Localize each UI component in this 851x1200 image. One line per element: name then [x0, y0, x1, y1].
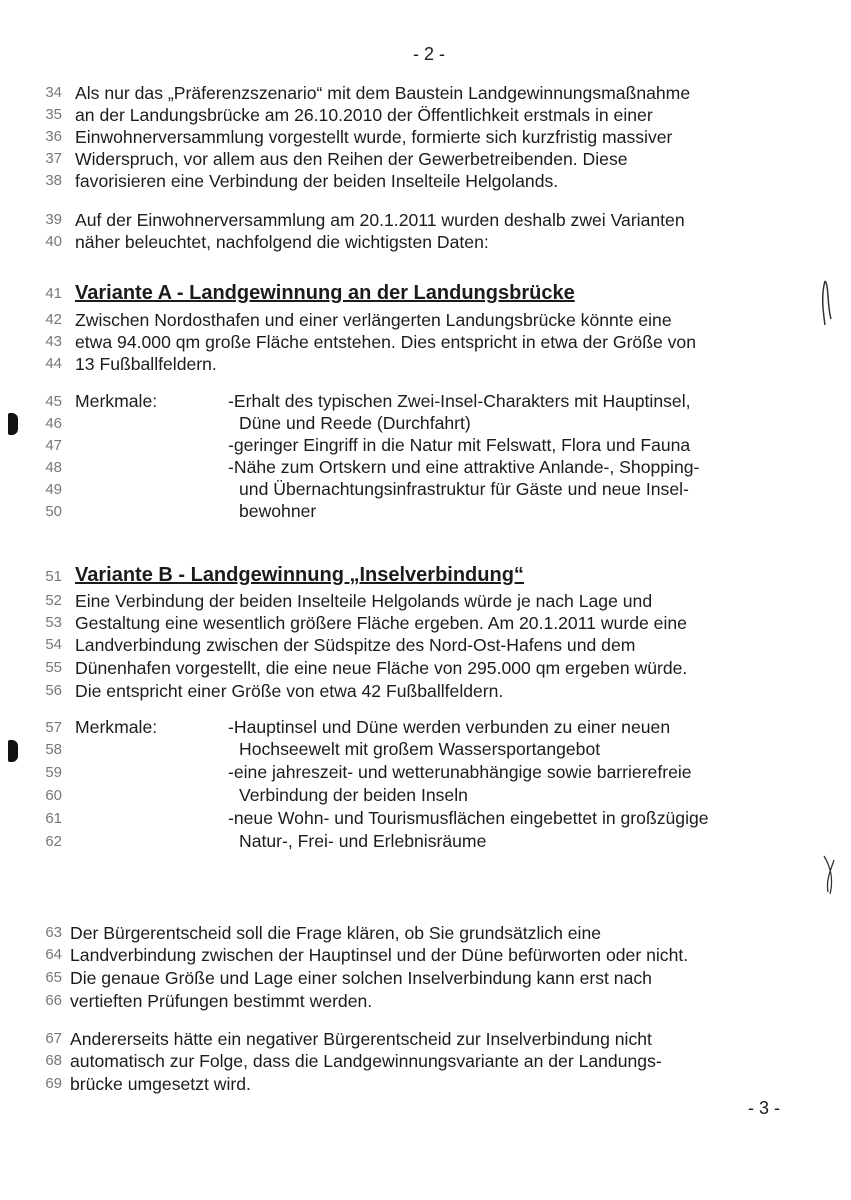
- line-number: 45: [45, 393, 62, 410]
- line-number: 64: [45, 946, 62, 963]
- line-number: 65: [45, 969, 62, 986]
- text-line: Einwohnerversammlung vorgestellt wurde, formierte sich kurzfristig massiver: [75, 127, 673, 147]
- punch-hole-mark: [8, 740, 18, 762]
- line-number: 42: [45, 311, 62, 328]
- line-number: 46: [45, 415, 62, 432]
- line-number: 68: [45, 1052, 62, 1069]
- text-line: Dünenhafen vorgestellt, die eine neue Fläche von 295.000 qm ergeben würde.: [75, 658, 688, 678]
- line-number: 61: [45, 810, 62, 827]
- line-number: 47: [45, 437, 62, 454]
- feature-line: -Hauptinsel und Düne werden verbunden zu einer neuen: [228, 717, 671, 737]
- text-line: Andererseits hätte ein negativer Bürgerentscheid zur Inselverbindung nicht: [70, 1029, 652, 1049]
- line-number: 67: [45, 1030, 62, 1047]
- text-line: etwa 94.000 qm große Fläche entstehen. Dies entspricht in etwa der Größe von: [75, 332, 696, 352]
- text-line: brücke umgesetzt wird.: [70, 1074, 251, 1094]
- feature-line: Hochseewelt mit großem Wassersportangebot: [239, 739, 601, 759]
- punch-hole-mark: [8, 413, 18, 435]
- text-line: Widerspruch, vor allem aus den Reihen der Gewerbetreibenden. Diese: [75, 149, 628, 169]
- line-number: 37: [45, 150, 62, 167]
- line-number: 41: [45, 285, 62, 302]
- line-number: 34: [45, 84, 62, 101]
- line-number: 51: [45, 568, 62, 585]
- line-number: 39: [45, 211, 62, 228]
- text-line: Gestaltung eine wesentlich größere Fläche ergeben. Am 20.1.2011 wurde eine: [75, 613, 687, 633]
- variant-a-heading: Variante A - Landgewinnung an der Landungsbrücke: [75, 282, 575, 304]
- text-line: vertieften Prüfungen bestimmt werden.: [70, 991, 373, 1011]
- feature-line: bewohner: [239, 501, 317, 521]
- page-number-bottom: - 3 -: [748, 1098, 781, 1118]
- line-number: 52: [45, 592, 62, 609]
- line-number: 50: [45, 503, 62, 520]
- feature-line: -Erhalt des typischen Zwei-Insel-Charakters mit Hauptinsel,: [228, 391, 691, 411]
- text-line: Landverbindung zwischen der Südspitze des Nord-Ost-Hafens und dem: [75, 635, 636, 655]
- line-number: 66: [45, 992, 62, 1009]
- text-line: näher beleuchtet, nachfolgend die wichtigsten Daten:: [75, 232, 489, 252]
- line-number: 59: [45, 764, 62, 781]
- line-number: 35: [45, 106, 62, 123]
- line-number: 56: [45, 682, 62, 699]
- feature-line: Verbindung der beiden Inseln: [239, 785, 468, 805]
- margin-scribble: [818, 850, 844, 900]
- text-line: Die entspricht einer Größe von etwa 42 Fußballfeldern.: [75, 681, 504, 701]
- line-number: 60: [45, 787, 62, 804]
- line-number: 57: [45, 719, 62, 736]
- text-line: Der Bürgerentscheid soll die Frage klären, ob Sie grundsätzlich eine: [70, 923, 602, 943]
- text-line: Zwischen Nordosthafen und einer verlängerten Landungsbrücke könnte eine: [75, 310, 672, 330]
- feature-line: -geringer Eingriff in die Natur mit Felswatt, Flora und Fauna: [228, 435, 691, 455]
- line-number: 36: [45, 128, 62, 145]
- text-line: automatisch zur Folge, dass die Landgewinnungsvariante an der Landungs-: [70, 1051, 662, 1071]
- line-number: 44: [45, 355, 62, 372]
- page-number-top: - 2 -: [413, 44, 446, 64]
- line-number: 43: [45, 333, 62, 350]
- line-number: 40: [45, 233, 62, 250]
- text-line: Landverbindung zwischen der Hauptinsel und der Düne befürworten oder nicht.: [70, 945, 689, 965]
- merkmale-label: Merkmale:: [75, 391, 158, 411]
- text-line: favorisieren eine Verbindung der beiden Inselteile Helgolands.: [75, 171, 559, 191]
- feature-line: -eine jahreszeit- und wetterunabhängige sowie barrierefreie: [228, 762, 692, 782]
- line-number: 62: [45, 833, 62, 850]
- line-number: 49: [45, 481, 62, 498]
- line-number: 55: [45, 659, 62, 676]
- line-number: 53: [45, 614, 62, 631]
- line-number: 63: [45, 924, 62, 941]
- text-line: Als nur das „Präferenzszenario“ mit dem Baustein Landgewinnungsmaßnahme: [75, 83, 691, 103]
- feature-line: Natur-, Frei- und Erlebnisräume: [239, 831, 487, 851]
- feature-line: -neue Wohn- und Tourismusflächen eingebettet in großzügige: [228, 808, 709, 828]
- text-line: Eine Verbindung der beiden Inselteile Helgolands würde je nach Lage und: [75, 591, 653, 611]
- merkmale-label: Merkmale:: [75, 717, 158, 737]
- text-line: an der Landungsbrücke am 26.10.2010 der Öffentlichkeit erstmals in einer: [75, 105, 653, 125]
- feature-line: -Nähe zum Ortskern und eine attraktive Anlande-, Shopping-: [228, 457, 700, 477]
- line-number: 38: [45, 172, 62, 189]
- line-number: 69: [45, 1075, 62, 1092]
- feature-line: und Übernachtungsinfrastruktur für Gäste und neue Insel-: [239, 479, 689, 499]
- line-number: 54: [45, 636, 62, 653]
- feature-line: Düne und Reede (Durchfahrt): [239, 413, 471, 433]
- margin-scribble: [815, 275, 845, 335]
- line-number: 58: [45, 741, 62, 758]
- text-line: Die genaue Größe und Lage einer solchen Inselverbindung kann erst nach: [70, 968, 652, 988]
- line-number: 48: [45, 459, 62, 476]
- text-line: 13 Fußballfeldern.: [75, 354, 217, 374]
- variant-b-heading: Variante B - Landgewinnung „Inselverbindung“: [75, 564, 524, 586]
- text-line: Auf der Einwohnerversammlung am 20.1.2011 wurden deshalb zwei Varianten: [75, 210, 685, 230]
